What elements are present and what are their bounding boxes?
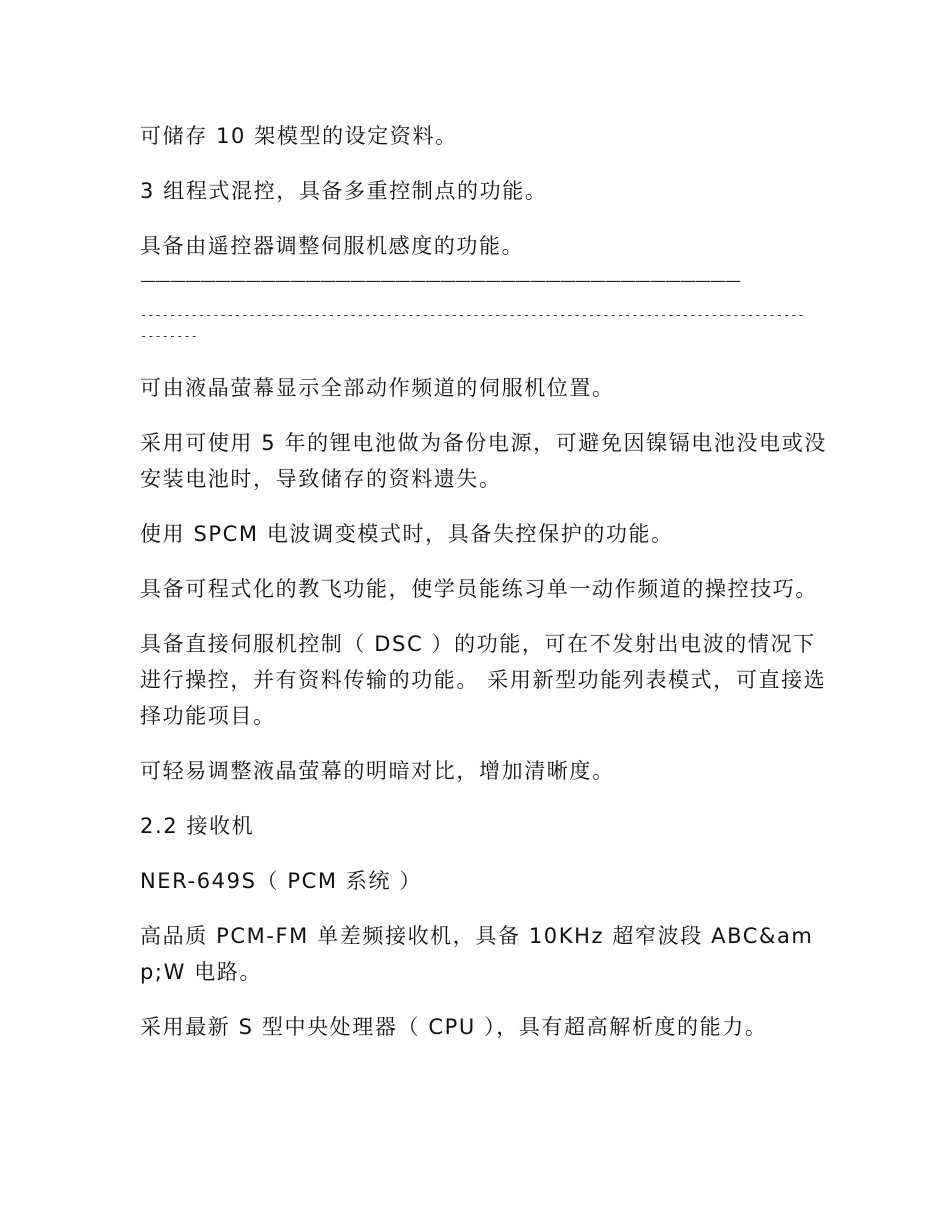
paragraph-lcd-servo-position: 可由液晶萤幕显示全部动作频道的伺服机位置。 (140, 376, 615, 400)
paragraph-lcd-contrast: 可轻易调整液晶萤幕的明暗对比，增加清晰度。 (140, 759, 615, 783)
separator-solid-line: ———————————————————————————————————————— (140, 271, 740, 290)
paragraph-trainer-function: 具备可程式化的教飞功能，使学员能练习单一动作频道的操控技巧。 (140, 577, 818, 601)
paragraph-servo-sensitivity: 具备由遥控器调整伺服机感度的功能。 (140, 234, 525, 258)
paragraph-spcm-failsafe: 使用 SPCM 电波调变模式时，具备失控保护的功能。 (140, 522, 674, 546)
section-heading-receiver: 2.2 接收机 (140, 814, 255, 838)
separator-dashed-line: ---------------------------------------------------------------------------------------------------- (140, 308, 805, 343)
paragraph-receiver-model: NER-649S（ PCM 系统 ） (140, 869, 422, 893)
document-body (140, 118, 830, 1064)
paragraph-program-mixing: 3 组程式混控，具备多重控制点的功能。 (140, 179, 548, 203)
paragraph-model-memory: 可储存 10 架模型的设定资料。 (140, 124, 458, 148)
paragraph-lithium-backup: 采用可使用 5 年的锂电池做为备份电源，可避免因镍镉电池没电或没安装电池时，导致储存的资料遗失。 (140, 431, 827, 491)
paragraph-dsc-function: 具备直接伺服机控制（ DSC ）的功能，可在不发射出电波的情况下进行操控，并有资料传输的功能。 采用新型功能列表模式，可直接选择功能项目。 (140, 632, 827, 728)
paragraph-pcm-fm-receiver: 高品质 PCM-FM 单差频接收机，具备 10KHz 超窄波段 ABC&amp;W 电路。 (140, 924, 814, 984)
paragraph-cpu: 采用最新 S 型中央处理器（ CPU ），具有超高解析度的能力。 (140, 1015, 768, 1039)
